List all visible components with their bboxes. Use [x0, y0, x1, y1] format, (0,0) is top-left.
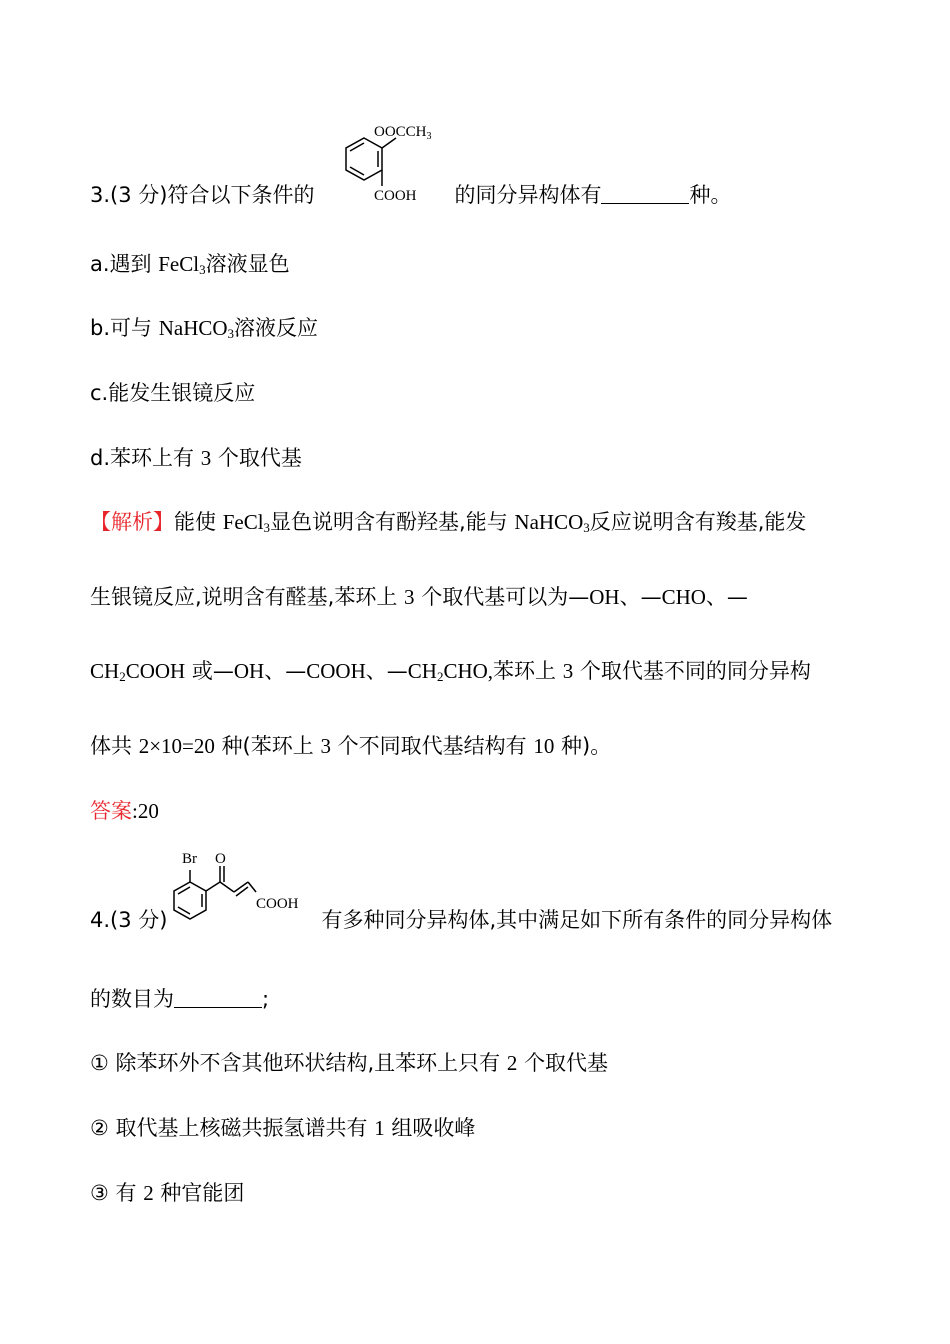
- q3-condition-d: d.苯环上有 3 个取代基: [90, 446, 302, 470]
- q3-condition-b: b.可与 NaHCO$_3$溶液反应: [90, 316, 319, 341]
- q4-condition-3: ③ 有 2 种官能团: [90, 1181, 245, 1205]
- q3-analysis-line-2: 生银镜反应,说明含有醛基,苯环上 3 个取代基可以为—OH、—CHO、—: [90, 585, 748, 609]
- q3-condition-c: c.能发生银镜反应: [90, 381, 256, 405]
- q3-molecule-top-label: $OOCCH_3$: [374, 124, 432, 142]
- q3-answer: 答案:20: [90, 799, 159, 823]
- answer-label: 答案: [90, 799, 132, 823]
- q3-molecule-bottom-label: COOH: [374, 188, 417, 204]
- q4-molecule-cooh-label: COOH: [256, 896, 299, 912]
- q4-molecule-o-label: O: [215, 851, 226, 867]
- q4-molecule-br-label: Br: [182, 851, 197, 867]
- q4-stem: 4.(3 分) 有多种同分异构体,其中满足如下所有条件的同分异构体: [90, 908, 833, 932]
- q4-condition-2: ② 取代基上核磁共振氢谱共有 1 组吸收峰: [90, 1116, 476, 1140]
- q4-stem-line-2: 的数目为 ;: [90, 987, 270, 1011]
- q3-analysis-line-4: 体共 2×10=20 种(苯环上 3 个不同取代基结构有 10 种)。: [90, 734, 612, 758]
- q4-answer-blank: [174, 987, 262, 1008]
- q4-condition-1: ① 除苯环外不含其他环状结构,且苯环上只有 2 个取代基: [90, 1051, 609, 1075]
- q3-analysis-line-3: $CH_2COOH$ 或—OH、—COOH、$—CH_2CHO$,苯环上 3 个取代基不同的同分异构: [90, 659, 811, 684]
- q3-stem: 3.(3 分)符合以下条件的 的同分异构体有 种。: [90, 183, 732, 207]
- analysis-tag: 【解析】: [90, 510, 174, 534]
- q3-analysis-line-1: 【解析】能使 FeCl$_3$显色说明含有酚羟基,能与 NaHCO$_3$反应说明含有羧基,能发: [90, 510, 807, 535]
- q3-answer-blank: [601, 183, 689, 204]
- q3-condition-a: a.遇到 FeCl$_3$溶液显色: [90, 252, 290, 277]
